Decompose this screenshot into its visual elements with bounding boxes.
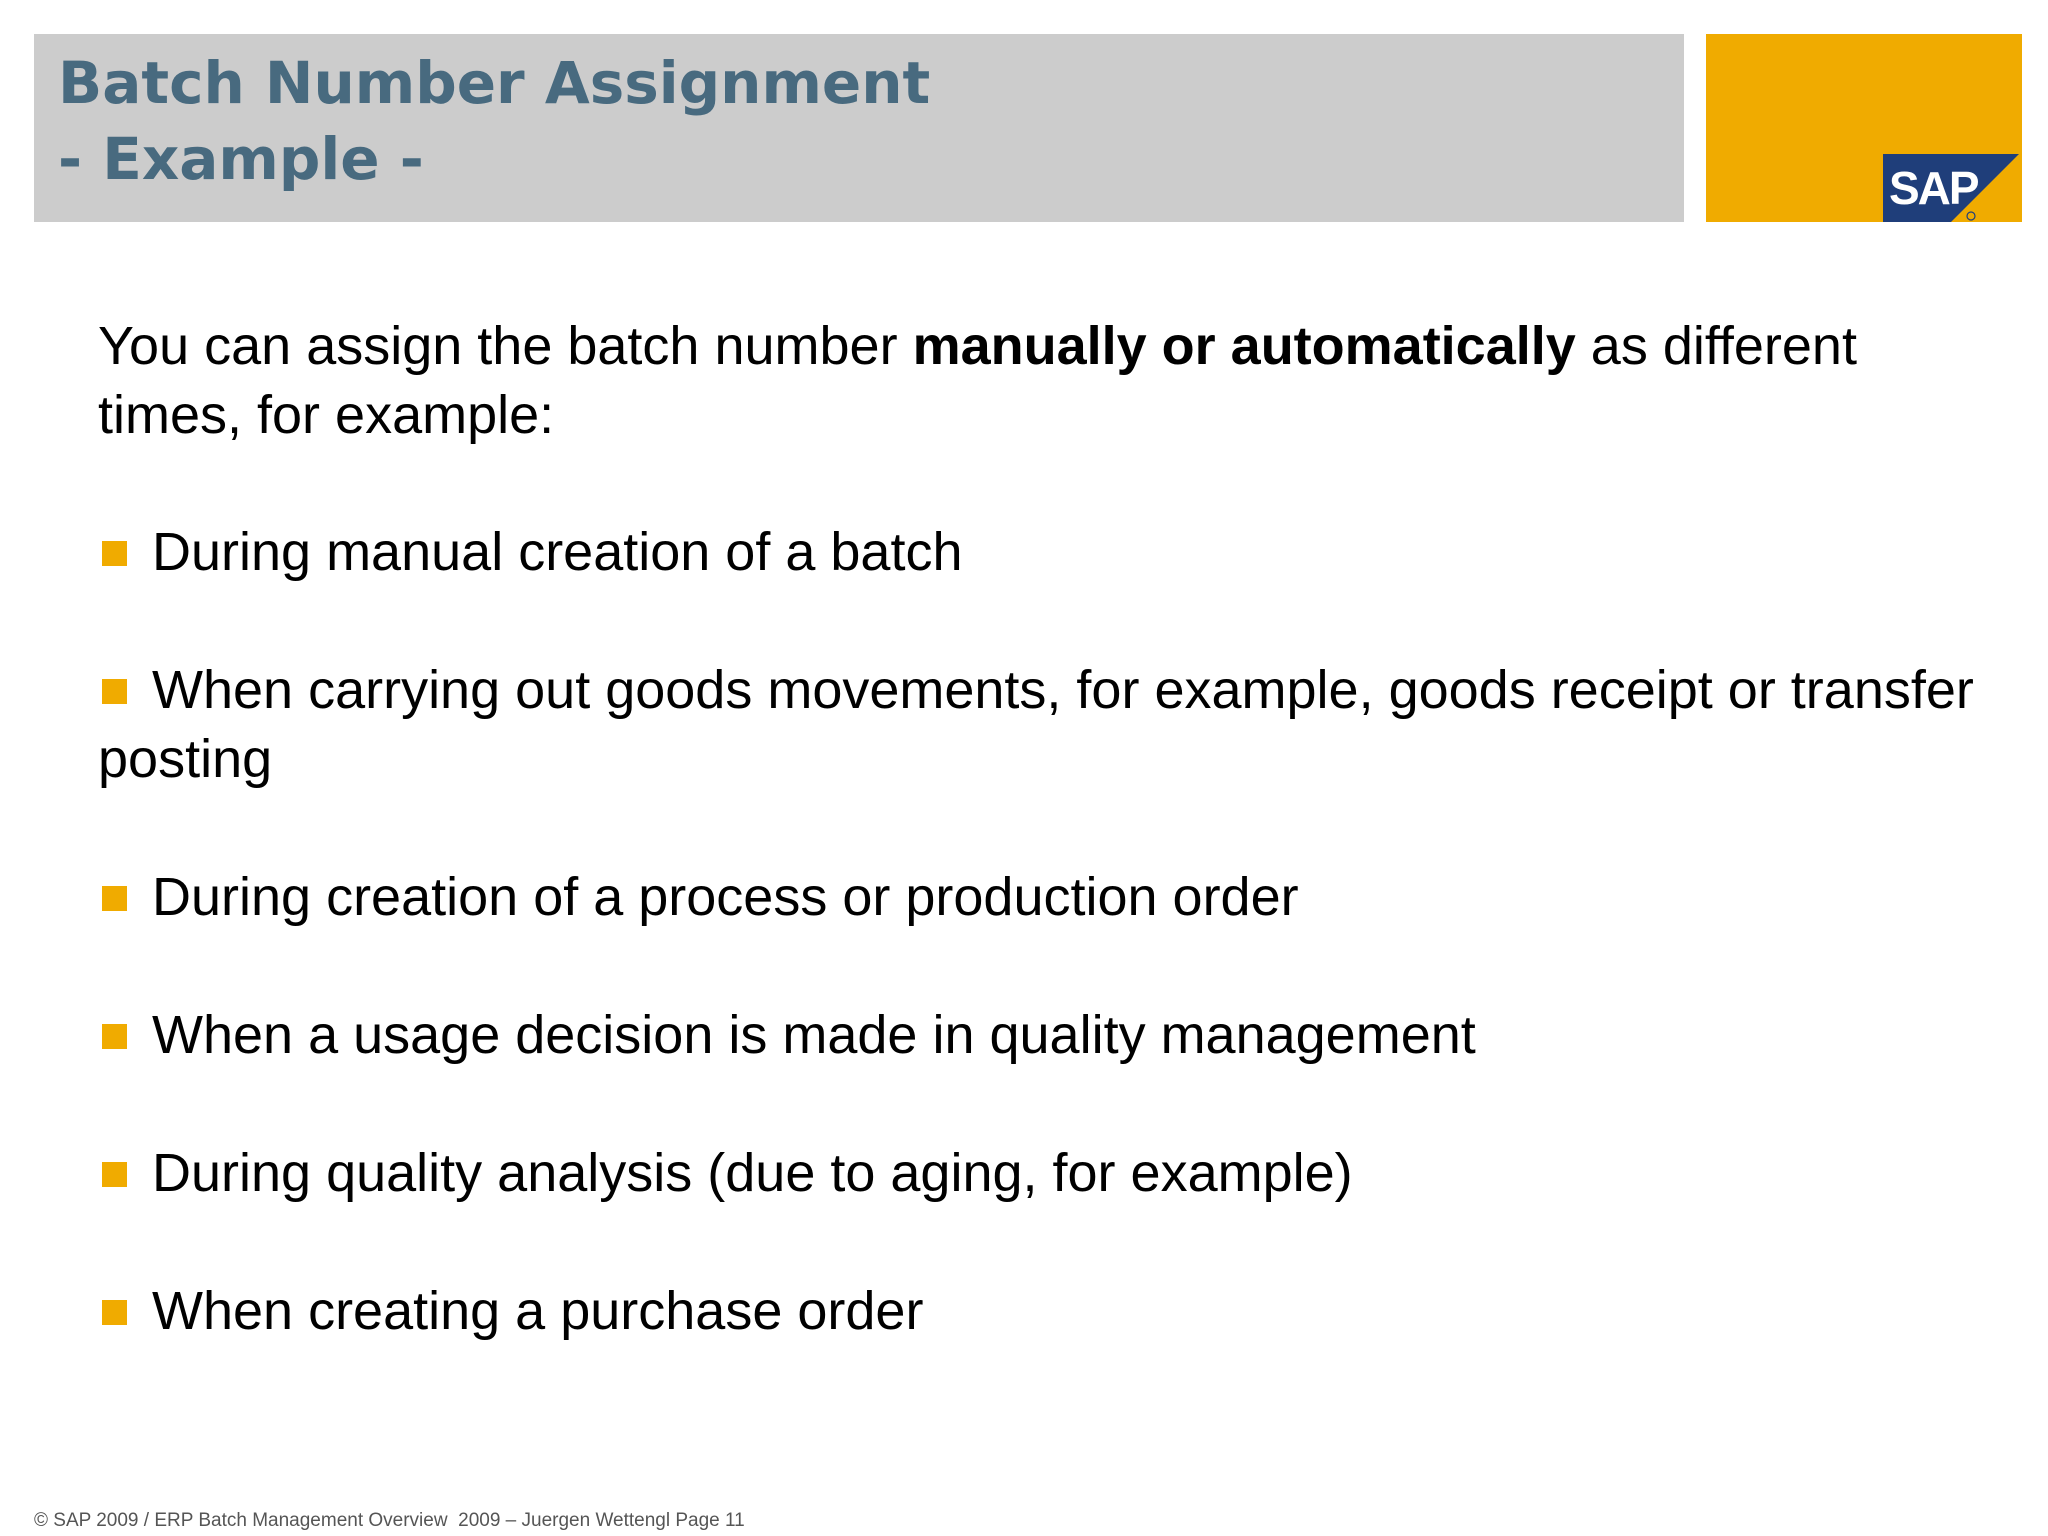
intro-text-after: as different times, for example: xyxy=(98,316,1857,445)
slide-body xyxy=(98,312,1998,1346)
bullet-square-icon xyxy=(102,1300,127,1325)
bullet-square-icon xyxy=(102,679,127,704)
list-item xyxy=(98,1139,1998,1208)
list-item xyxy=(98,1001,1998,1070)
sap-logo xyxy=(1883,154,2019,222)
intro-text-bold: manually or automatically xyxy=(912,316,1576,376)
logo-block xyxy=(1706,34,2022,222)
sap-logo-text: SAP xyxy=(1889,162,1978,214)
bullet-square-icon xyxy=(102,1024,127,1049)
slide-footer: © SAP 2009 / ERP Batch Management Overview 2009 – Juergen Wettengl Page 11 xyxy=(34,1510,745,1531)
bullet-list xyxy=(98,518,1998,1346)
slide-title-line-2: - Example - xyxy=(58,125,424,193)
slide-title-line-1: Batch Number Assignment xyxy=(58,49,931,117)
list-item xyxy=(98,1277,1998,1346)
bullet-text: When carrying out goods movements, for example, goods receipt or transfer posting xyxy=(98,660,1974,789)
title-band xyxy=(34,34,1684,222)
list-item xyxy=(98,863,1998,932)
bullet-text: During creation of a process or production order xyxy=(152,867,1299,927)
bullet-text: During quality analysis (due to aging, for example) xyxy=(152,1143,1353,1203)
bullet-square-icon xyxy=(102,541,127,566)
bullet-square-icon xyxy=(102,1162,127,1187)
bullet-square-icon xyxy=(102,886,127,911)
bullet-text: During manual creation of a batch xyxy=(152,522,963,582)
bullet-text: When creating a purchase order xyxy=(152,1281,924,1341)
list-item xyxy=(98,518,1998,587)
intro-paragraph xyxy=(98,312,1998,450)
list-item xyxy=(98,656,1998,794)
intro-text-before: You can assign the batch number xyxy=(98,316,913,376)
bullet-text: When a usage decision is made in quality management xyxy=(152,1005,1476,1065)
